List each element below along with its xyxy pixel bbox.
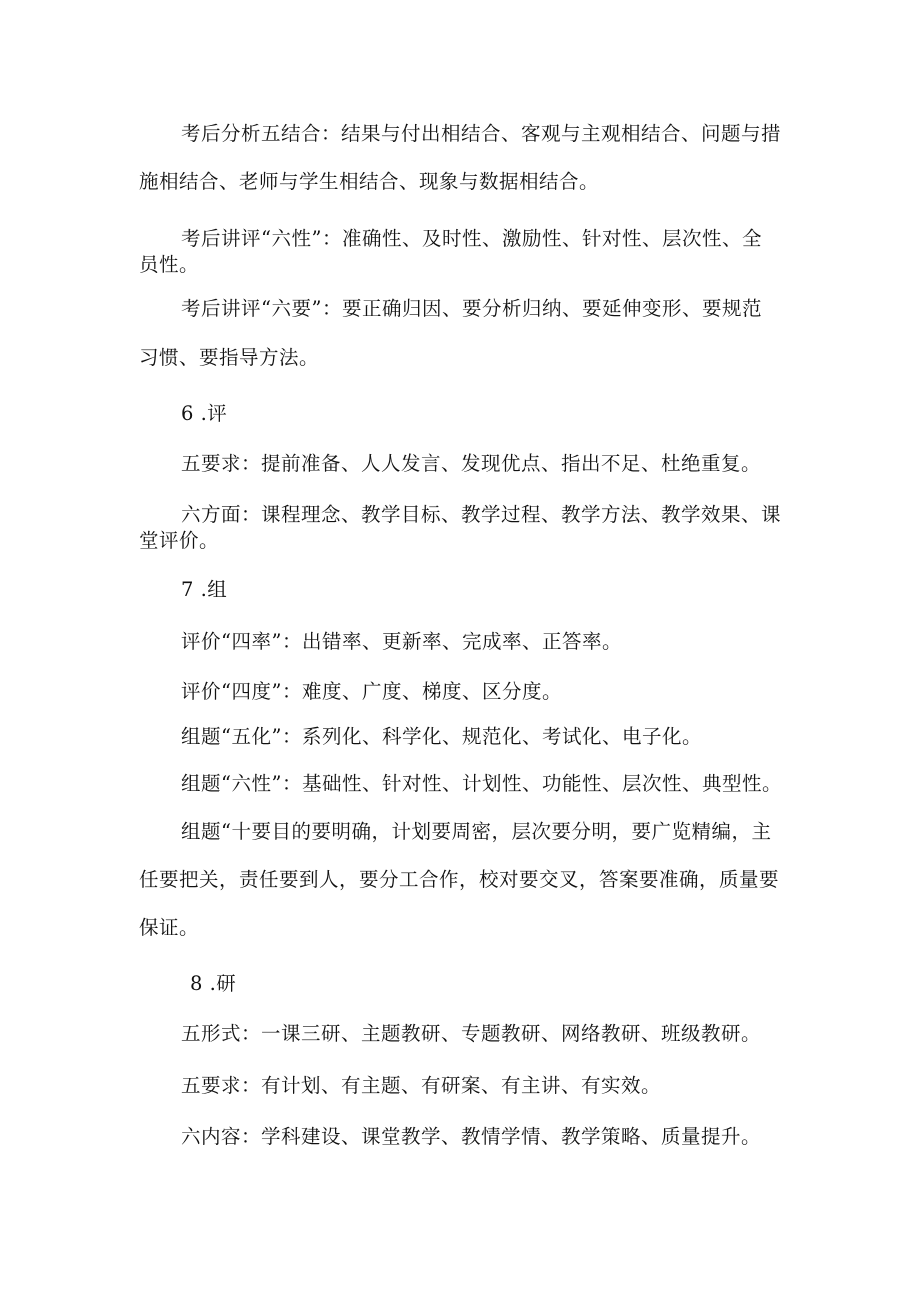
- paragraph-exam-analysis-line-2: 施相结合、老师与学生相结合、现象与数据相结合。: [139, 170, 600, 193]
- paragraph-four-rates: 评价“四率”：出错率、更新率、完成率、正答率。: [181, 630, 622, 653]
- paragraph-six-contents: 六内容：学科建设、课堂教学、教情学情、教学策略、质量提升。: [181, 1125, 762, 1148]
- paragraph-five-requirements-research: 五要求：有计划、有主题、有研案、有主讲、有实效。: [181, 1074, 662, 1097]
- paragraph-review-six-traits-line-2: 员性。: [139, 253, 200, 276]
- paragraph-five-forms: 五形式：一课三研、主题教研、专题教研、网络教研、班级教研。: [181, 1022, 762, 1045]
- paragraph-review-six-traits-line-1: 考后讲评“六性”：准确性、及时性、激励性、针对性、层次性、全: [181, 227, 762, 250]
- paragraph-six-aspects-line-2: 堂评价。: [139, 529, 220, 552]
- section-heading-6: 6 .评: [181, 402, 228, 425]
- paragraph-review-six-musts-line-1: 考后讲评“六要”：要正确归因、要分析归纳、要延伸变形、要规范: [181, 297, 762, 320]
- paragraph-six-traits-questions: 组题“六性”：基础性、针对性、计划性、功能性、层次性、典型性。: [181, 772, 782, 795]
- paragraph-ten-musts-line-1: 组题“十要目的要明确，计划要周密，层次要分明，要广览精编，主: [181, 820, 772, 843]
- paragraph-four-degrees: 评价“四度”：难度、广度、梯度、区分度。: [181, 680, 562, 703]
- section-heading-8: 8 .研: [190, 972, 237, 995]
- paragraph-review-six-musts-line-2: 习惯、要指导方法。: [139, 346, 320, 369]
- paragraph-five-requirements: 五要求：提前准备、人人发言、发现优点、指出不足、杜绝重复。: [181, 452, 762, 475]
- paragraph-five-izations: 组题“五化”：系列化、科学化、规范化、考试化、电子化。: [181, 725, 702, 748]
- paragraph-exam-analysis-line-1: 考后分析五结合：结果与付出相结合、客观与主观相结合、问题与措: [181, 122, 782, 145]
- section-heading-7: 7 .组: [181, 578, 228, 601]
- paragraph-six-aspects-line-1: 六方面：课程理念、教学目标、教学过程、教学方法、教学效果、课: [181, 503, 782, 526]
- paragraph-ten-musts-line-2: 任要把关，责任要到人，要分工合作，校对要交叉，答案要准确，质量要: [139, 868, 780, 891]
- paragraph-ten-musts-line-3: 保证。: [139, 916, 200, 939]
